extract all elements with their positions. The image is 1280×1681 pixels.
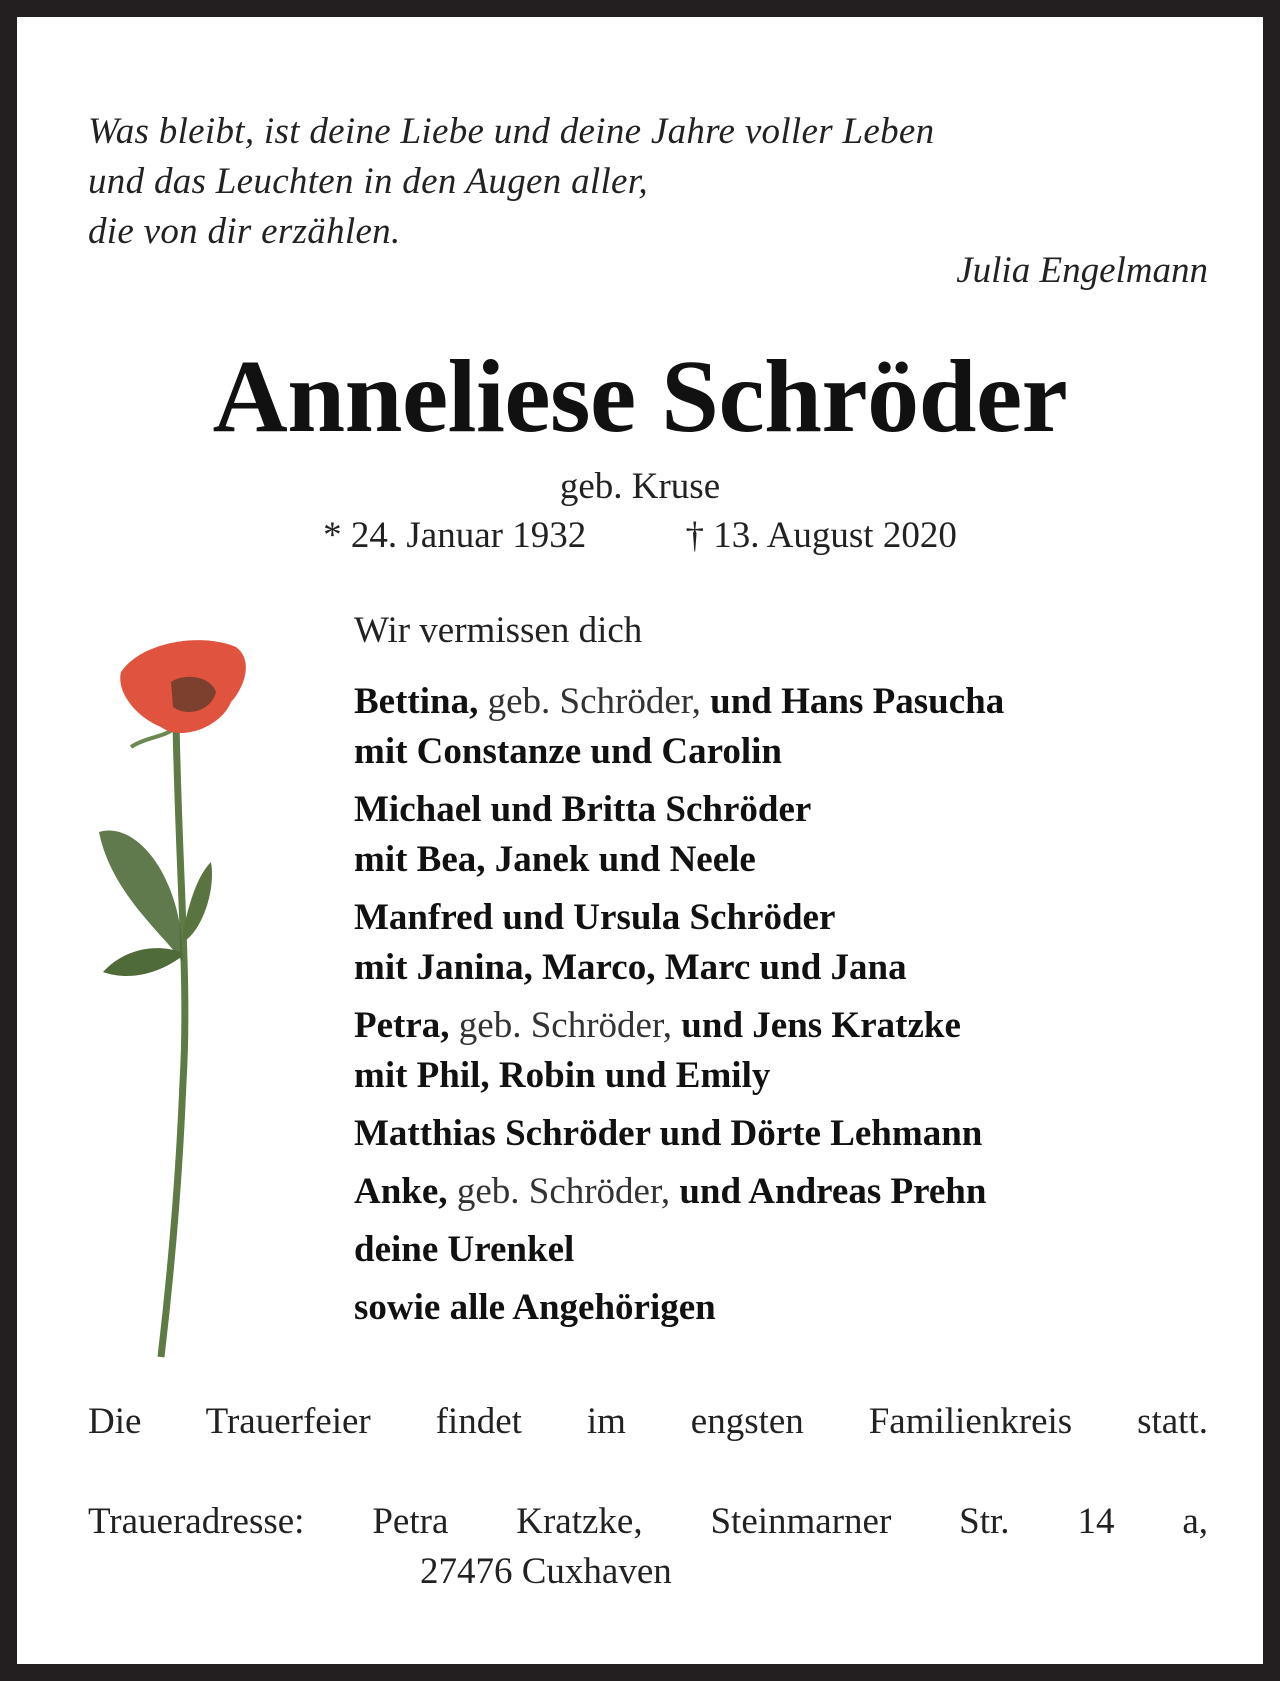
mourner-text: deine Urenkel: [354, 1229, 575, 1270]
mourner-text: Petra,: [354, 1005, 450, 1046]
rose-image: [91, 632, 261, 1362]
obituary-notice: [17, 17, 1263, 1664]
quote-author: Julia Engelmann: [956, 250, 1208, 291]
mourner-group: [354, 785, 1004, 885]
address-word: Steinmarner: [710, 1501, 892, 1542]
address-word: a,: [1182, 1501, 1208, 1542]
mourner-line: [354, 677, 1004, 727]
mourner-group: [354, 1283, 1004, 1333]
mourner-line: [354, 893, 1004, 943]
mourner-text: und Hans Pasucha: [700, 681, 1005, 722]
mourner-line: [354, 1051, 1004, 1101]
mourner-group: [354, 1001, 1004, 1101]
quote-line: und das Leuchten in den Augen aller,: [88, 161, 648, 202]
life-dates: [17, 514, 1263, 557]
mourner-line: [354, 943, 1004, 993]
address-line-1: [88, 1497, 1208, 1547]
mourner-text: und Andreas Prehn: [670, 1171, 987, 1212]
mourner-line: [354, 1001, 1004, 1051]
mourning-address: [88, 1497, 1208, 1597]
mourner-line: [354, 1109, 1004, 1159]
mourner-text: mit Janina, Marco, Marc und Jana: [354, 947, 907, 988]
mourners-intro: Wir vermissen dich: [354, 610, 643, 651]
mourner-text: und Jens Kratzke: [672, 1005, 961, 1046]
mourner-text: geb. Schröder,: [449, 1005, 673, 1046]
quote-line: Was bleibt, ist deine Liebe und deine Jahre voller Leben: [88, 111, 935, 152]
mourner-text: mit Phil, Robin und Emily: [354, 1055, 771, 1096]
address-word: Str.: [959, 1501, 1010, 1542]
mourner-text: mit Bea, Janek und Neele: [354, 839, 756, 880]
birth-date: * 24. Januar 1932: [323, 515, 587, 556]
mourner-group: [354, 1109, 1004, 1159]
address-city: 27476 Cuxhaven: [420, 1551, 672, 1592]
mourner-line: [354, 835, 1004, 885]
mourner-text: geb. Schröder,: [478, 681, 701, 722]
address-word: Kratzke,: [516, 1501, 643, 1542]
mourner-group: [354, 677, 1004, 777]
deceased-name: Anneliese Schröder: [212, 339, 1068, 454]
mourner-text: Anke,: [354, 1171, 448, 1212]
birth-name: geb. Kruse: [559, 466, 721, 507]
mourner-line: [354, 1225, 1004, 1275]
ceremony-note: Die Trauerfeier findet im engsten Familienkreis statt.: [88, 1401, 1208, 1442]
mourner-line: [354, 1283, 1004, 1333]
mourner-group: [354, 1167, 1004, 1217]
death-date: † 13. August 2020: [685, 515, 957, 556]
mourner-text: Michael und Britta Schröder: [354, 789, 812, 830]
address-word: Petra: [372, 1501, 449, 1542]
address-label: Traueradresse:: [88, 1501, 305, 1542]
mourner-text: Matthias Schröder und Dörte Lehmann: [354, 1113, 983, 1154]
quote: [88, 107, 1208, 257]
mourner-group: [354, 893, 1004, 993]
mourner-text: geb. Schröder,: [447, 1171, 671, 1212]
mourners-list: [354, 677, 1004, 1341]
mourner-line: [354, 1167, 1004, 1217]
mourner-text: Bettina,: [354, 681, 479, 722]
mourner-group: [354, 1225, 1004, 1275]
mourner-text: Manfred und Ursula Schröder: [354, 897, 836, 938]
mourner-text: sowie alle Angehörigen: [354, 1287, 716, 1328]
mourner-line: [354, 727, 1004, 777]
mourner-line: [354, 785, 1004, 835]
quote-line: die von dir erzählen.: [88, 211, 401, 252]
address-word: 14: [1077, 1501, 1115, 1542]
mourner-text: mit Constanze und Carolin: [354, 731, 782, 772]
